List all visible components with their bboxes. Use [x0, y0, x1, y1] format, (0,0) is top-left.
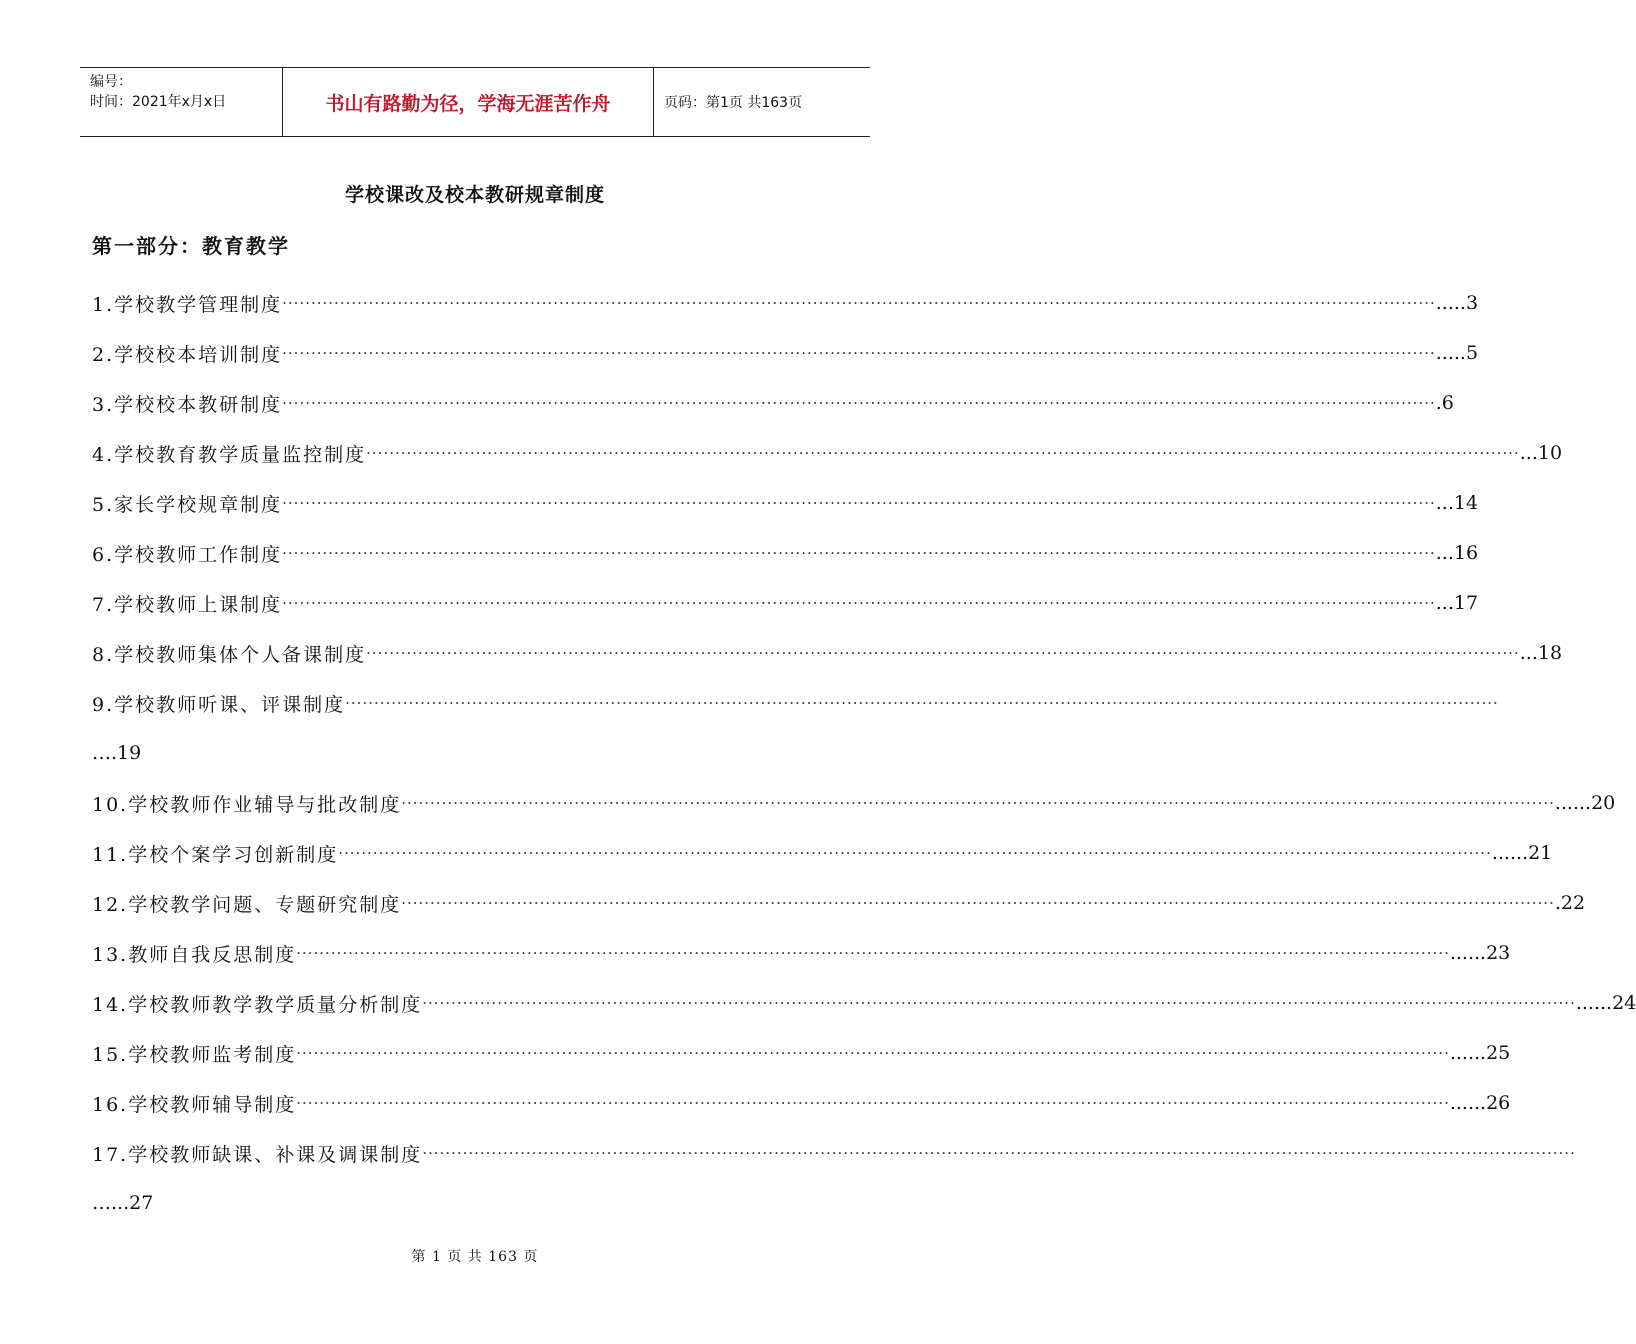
toc-entry-page: ......21 [1491, 842, 1553, 864]
toc-entry-page: ......20 [1554, 792, 1616, 814]
toc-entry[interactable] [92, 1028, 1511, 1078]
toc-leader-dots: ········································································································································································································ [282, 344, 1436, 362]
section-heading: 第一部分：教育教学 [92, 234, 290, 258]
toc-leader-dots: ········································································································································································································ [401, 794, 1555, 812]
toc-entry-page: ......23 [1449, 942, 1511, 964]
toc-leader-dots: ········································································································································································································ [366, 444, 1520, 462]
toc-entry-title: 11.学校个案学习创新制度 [92, 843, 339, 866]
toc-entry[interactable] [92, 628, 1563, 678]
toc-entry[interactable] [92, 978, 1636, 1028]
toc-entry-page: .....5 [1435, 342, 1479, 364]
toc-entry-page: ......25 [1449, 1042, 1511, 1064]
toc-leader-dots: ········································································································································································································ [345, 694, 1499, 712]
toc-entry[interactable] [92, 428, 1563, 478]
toc-leader-dots: ········································································································································································································ [282, 594, 1436, 612]
toc-entry-title: 15.学校教师监考制度 [92, 1043, 297, 1066]
toc-entry-title: 2.学校校本培训制度 [92, 343, 283, 366]
toc-leader-dots: ········································································································································································································ [422, 994, 1576, 1012]
toc-leader-dots: ········································································································································································································ [401, 894, 1555, 912]
toc-entry-title: 3.学校校本教研制度 [92, 393, 283, 416]
toc-entry-page: .6 [1435, 392, 1454, 414]
table-of-contents [92, 278, 1636, 1228]
toc-entry-title: 7.学校教师上课制度 [92, 593, 283, 616]
toc-entry-title: 10.学校教师作业辅导与批改制度 [92, 793, 402, 816]
toc-entry[interactable] [92, 1078, 1511, 1128]
toc-leader-dots: ········································································································································································································ [282, 394, 1436, 412]
toc-entry[interactable] [92, 278, 1479, 328]
header-motto: 书山有路勤为径，学海无涯苦作舟 [282, 68, 654, 136]
toc-entry-title: 6.学校教师工作制度 [92, 543, 283, 566]
toc-entry[interactable] [92, 478, 1479, 528]
number-label: 编号： [90, 74, 132, 90]
toc-entry[interactable] [92, 1128, 1576, 1178]
toc-leader-dots: ········································································································································································································ [296, 1044, 1450, 1062]
toc-entry-title: 1.学校教学管理制度 [92, 293, 283, 316]
header-meta [80, 68, 282, 136]
toc-entry-continuation: ….19 [92, 742, 142, 764]
toc-entry-title: 17.学校教师缺课、补课及调课制度 [92, 1143, 423, 1166]
toc-leader-dots: ········································································································································································································ [296, 1094, 1450, 1112]
toc-entry[interactable] [92, 828, 1553, 878]
toc-entry-page: ...17 [1435, 592, 1479, 614]
toc-entry-page: ......26 [1449, 1092, 1511, 1114]
toc-leader-dots: ········································································································································································································ [422, 1144, 1576, 1162]
toc-entry-page: ......24 [1575, 992, 1636, 1014]
toc-leader-dots: ········································································································································································································ [282, 494, 1436, 512]
toc-entry-title: 5.家长学校规章制度 [92, 493, 283, 516]
toc-entry[interactable] [92, 328, 1479, 378]
page-header [80, 67, 870, 137]
toc-entry-continuation: …...27 [92, 1192, 154, 1214]
toc-entry-title: 4.学校教育教学质量监控制度 [92, 443, 367, 466]
toc-entry-title: 8.学校教师集体个人备课制度 [92, 643, 367, 666]
toc-entry-page: ...10 [1519, 442, 1563, 464]
toc-entry[interactable] [92, 778, 1616, 828]
date-label: 时间：2021年x月x日 [90, 94, 227, 110]
toc-leader-dots: ········································································································································································································ [366, 644, 1520, 662]
toc-entry-page: ...18 [1519, 642, 1563, 664]
toc-leader-dots: ········································································································································································································ [282, 544, 1436, 562]
toc-entry[interactable] [92, 878, 1586, 928]
toc-entry-title: 13.教师自我反思制度 [92, 943, 297, 966]
toc-entry-title: 12.学校教学问题、专题研究制度 [92, 893, 402, 916]
toc-entry-page: .....3 [1435, 292, 1479, 314]
toc-entry[interactable] [92, 678, 1499, 728]
toc-entry-title: 9.学校教师听课、评课制度 [92, 693, 346, 716]
toc-leader-dots: ········································································································································································································ [338, 844, 1492, 862]
toc-entry[interactable] [92, 378, 1454, 428]
header-page-info: 页码：第1页 共163页 [664, 95, 803, 111]
toc-entry-page: ...14 [1435, 492, 1479, 514]
toc-leader-dots: ········································································································································································································ [296, 944, 1450, 962]
toc-entry-page: ...16 [1435, 542, 1479, 564]
toc-entry-title: 16.学校教师辅导制度 [92, 1093, 297, 1116]
toc-entry-title: 14.学校教师教学教学质量分析制度 [92, 993, 423, 1016]
toc-leader-dots: ········································································································································································································ [282, 294, 1436, 312]
toc-entry[interactable] [92, 528, 1479, 578]
toc-entry[interactable] [92, 578, 1479, 628]
page-footer: 第 1 页 共 163 页 [411, 1249, 539, 1265]
toc-entry[interactable] [92, 928, 1511, 978]
document-title: 学校课改及校本教研规章制度 [344, 184, 605, 206]
toc-entry-page: .22 [1554, 892, 1586, 914]
